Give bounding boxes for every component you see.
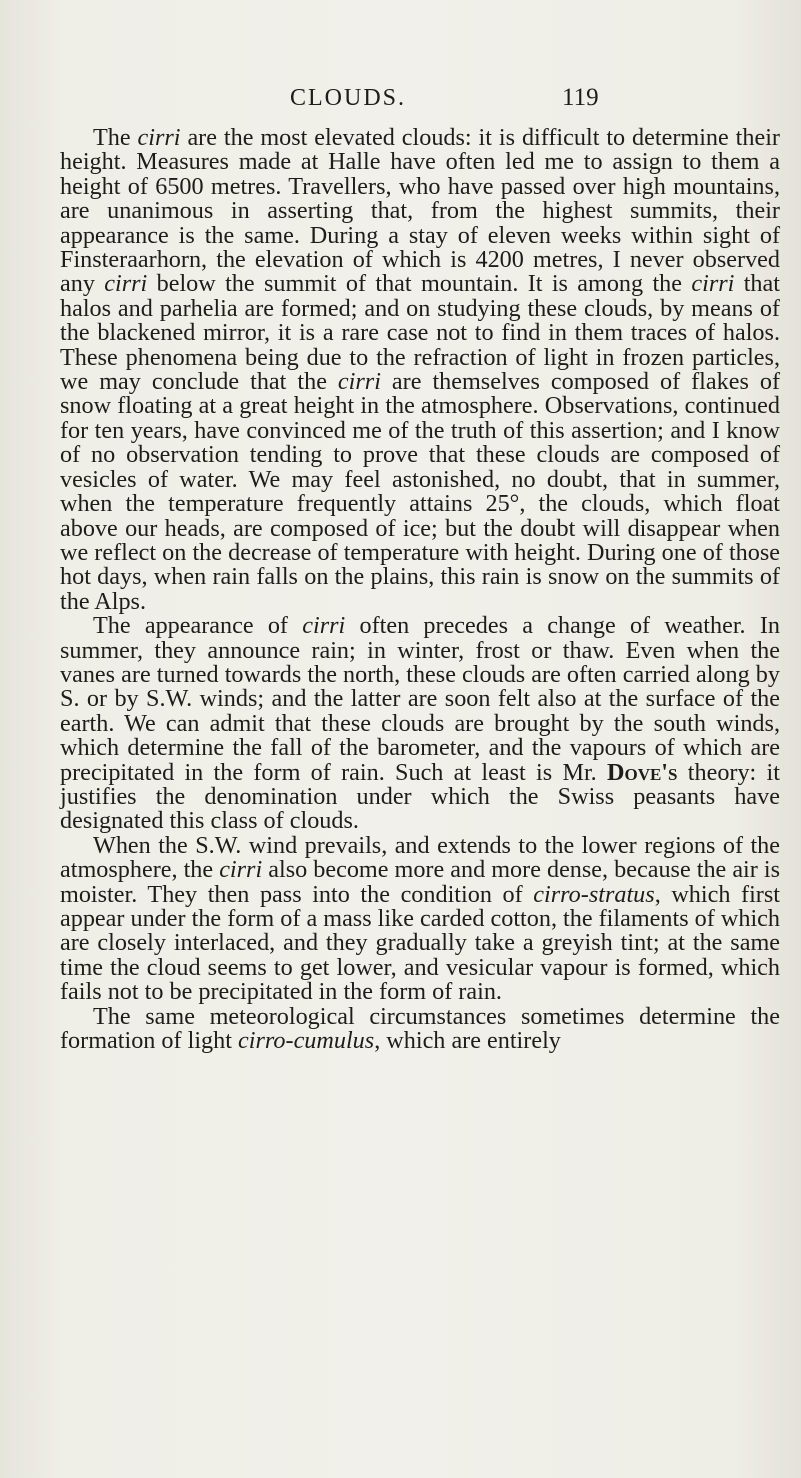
paragraph-cirri-height bbox=[60, 126, 780, 614]
text-run: are themselves composed of flakes of snow floating at a great height in the atmosphere. Observations, continued for ten years, have convinced me of the truth of this assertion; and I know of no observation tending to prove that these clouds are composed of vesicles of water. We may feel astonished, no doubt, that in summer, when the temperature frequently attains 25°, the clouds, which float above our heads, are composed of ice; but the doubt will disappear when we reflect on the decrease of temperature with height. During one of those hot days, when rain falls on the plains, this rain is snow on the summits of the Alps. bbox=[60, 368, 780, 615]
paragraph-cirro-cumulus bbox=[60, 1002, 780, 1055]
italic-term: cirro-cumulus bbox=[238, 1027, 375, 1055]
text-run: theory: it justifies the denomination under which the Swiss peasants have designated this class of clouds. bbox=[60, 758, 780, 835]
text-run: , which are entirely bbox=[374, 1027, 561, 1055]
italic-term: cirri bbox=[691, 270, 735, 298]
text-run: often precedes a change of weather. In summer, they announce rain; in winter, frost or thaw. Even when the vanes are turned towards the north, these clouds are often carried along by S. or by S.W. winds; and the latter are soon felt also at the surface of the earth. We can admit that these clouds are brought by the south winds, which determine the fall of the barometer, and the vapours of which are precipitated in the form of rain. Such at least is Mr. bbox=[60, 612, 780, 786]
italic-term: cirri bbox=[219, 856, 263, 884]
text-run: The same meteorological circumstances sometimes determine the formation of light bbox=[60, 1002, 780, 1055]
italic-term: cirri bbox=[337, 368, 381, 396]
italic-term: cirri bbox=[302, 612, 346, 640]
author-name: Dove's bbox=[607, 758, 678, 786]
text-run: , which first appear under the form of a mass like carded cotton, the filaments of which are closely interlaced, and they gradually take a greyish tint; at the same time the cloud seems to get lower, and vesicular vapour is formed, which fails not to be precipitated in the form of rain. bbox=[60, 880, 780, 1006]
text-run: that halos and parhelia are formed; and on studying these clouds, by means of the blackened mirror, it is a rare case not to find in them traces of halos. These phenomena being due to the refraction of light in frozen particles, we may conclude that the bbox=[60, 270, 780, 396]
body-text bbox=[60, 126, 780, 1053]
text-run: The appearance of bbox=[93, 612, 303, 640]
page-number: 119 bbox=[562, 84, 599, 111]
paragraph-cirri-weather bbox=[60, 614, 780, 834]
italic-term: cirri bbox=[104, 270, 148, 298]
italic-term: cirri bbox=[137, 124, 181, 151]
text-run: are the most elevated clouds: it is difficult to determine their height. Measures made at Halle have often led me to assign to them a height of 6500 metres. Travellers, who have passed over high mountains, are unanimous in asserting that, from the highest summits, their appearance is the same. During a stay of eleven weeks within sight of Finsteraarhorn, the elevation of which is 4200 metres, I never observed any bbox=[60, 124, 780, 298]
text-run: below the summit of that mountain. It is among the bbox=[147, 270, 692, 298]
text-run: The bbox=[93, 124, 138, 151]
text-run: When the S.W. wind prevails, and extends to the lower regions of the atmosphere, the bbox=[60, 831, 780, 884]
paragraph-cirro-stratus bbox=[60, 831, 781, 1006]
running-head bbox=[255, 78, 775, 118]
text-run: also become more and more dense, because the air is moister. They then pass into the condition of bbox=[60, 856, 781, 908]
italic-term: cirro-stratus bbox=[533, 880, 655, 908]
running-head-title: CLOUDS. bbox=[290, 85, 407, 111]
